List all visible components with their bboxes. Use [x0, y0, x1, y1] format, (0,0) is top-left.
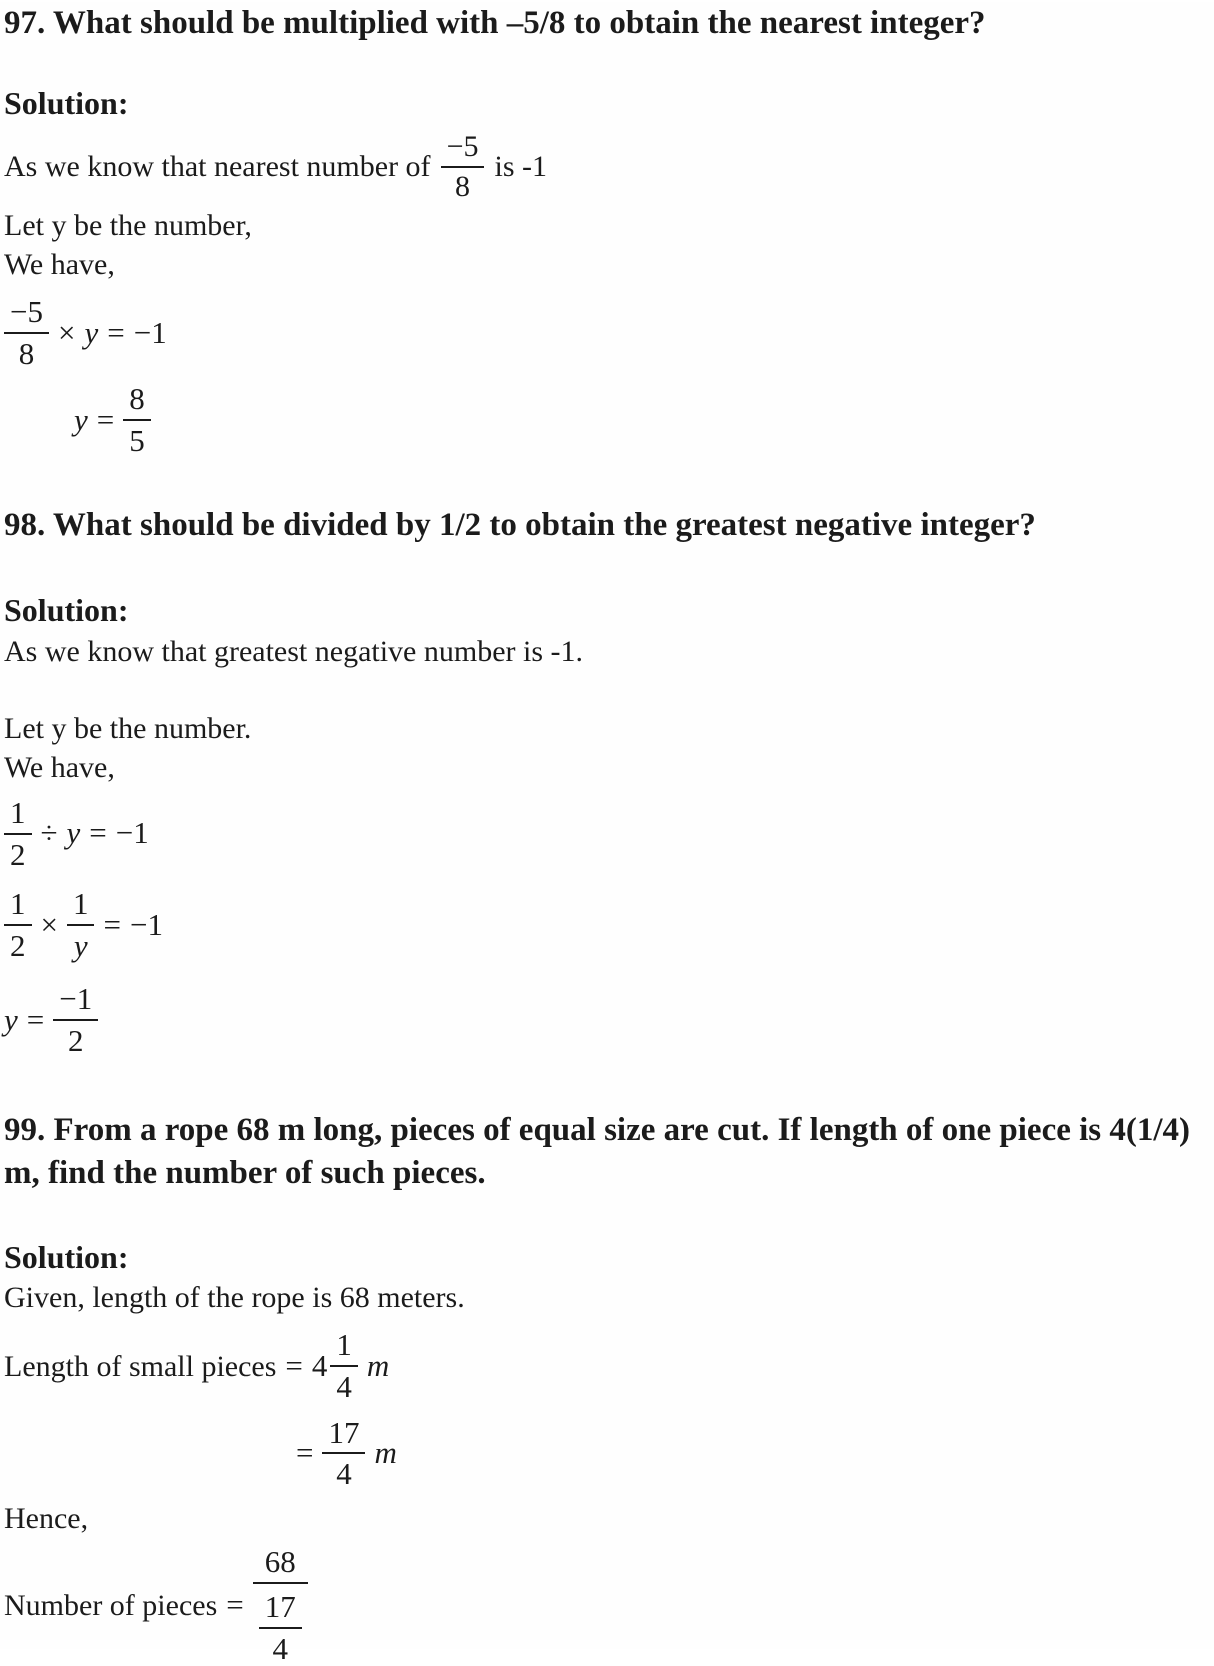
q97-intro-text-pre: As we know that nearest number of — [4, 150, 431, 184]
fraction-numerator: 68 — [253, 1544, 308, 1584]
fraction-denominator: 5 — [129, 422, 145, 458]
equals-sign: = — [285, 1348, 303, 1384]
q99-given-statement: Given, length of the rope is 68 meters. — [4, 1281, 465, 1315]
whole-number: 4 — [311, 1348, 328, 1384]
fraction-denominator-variable-y: y — [73, 927, 88, 963]
fraction-minus5-over-8 — [441, 130, 485, 205]
q98-equation-3 — [4, 981, 1210, 1058]
question-97-solution-label: Solution: — [4, 84, 129, 121]
fraction-1-over-2 — [4, 886, 32, 963]
question-99-solution-label: Solution: — [4, 1238, 129, 1275]
fraction-denominator: 8 — [455, 170, 471, 204]
q97-let-statement: Let y be the number, — [4, 208, 252, 242]
fraction-denominator: 2 — [10, 927, 26, 963]
q98-intro-statement: As we know that greatest negative number is -1. — [4, 635, 584, 669]
equals-sign: = — [103, 906, 121, 942]
fraction-numerator: −5 — [441, 130, 485, 169]
variable-y: y — [74, 401, 88, 437]
compound-fraction-68-over-17-quarters — [253, 1544, 308, 1666]
mixed-number-4-and-1-quarter — [312, 1327, 358, 1404]
unit-m: m — [366, 1348, 390, 1384]
q99-length-label: Length of small pieces — [4, 1349, 277, 1383]
q98-let-statement: Let y be the number. — [4, 711, 252, 745]
fraction-17-over-4 — [259, 1589, 302, 1666]
divide-operator: ÷ — [40, 815, 58, 851]
question-98-heading: 98. What should be divided by 1/2 to obtain the greatest negative integer? — [4, 506, 1036, 543]
q99-pieces-equation — [4, 1544, 1210, 1666]
q99-pieces-label: Number of pieces — [4, 1588, 218, 1622]
rhs-value: −1 — [133, 314, 167, 350]
q97-intro-text-post: is -1 — [494, 150, 547, 184]
q97-equation-1 — [4, 294, 1210, 371]
unit-m: m — [374, 1435, 397, 1471]
question-97-heading: 97. What should be multiplied with –5/8 to obtain the nearest integer? — [4, 5, 986, 41]
fraction-numerator: 1 — [67, 886, 95, 926]
q98-equation-2 — [4, 886, 1210, 963]
fraction-denominator-compound — [253, 1584, 308, 1666]
fraction-1-over-2 — [4, 795, 32, 872]
fraction-numerator: 17 — [322, 1415, 365, 1455]
equals-sign: = — [296, 1435, 314, 1471]
fraction-denominator: 8 — [18, 335, 35, 371]
document-page — [0, 2, 1214, 1666]
question-99-heading: 99. From a rope 68 m long, pieces of equal size are cut. If length of one piece is 4(1/4) m, find the number of such pieces. — [4, 1111, 1191, 1191]
equals-sign: = — [89, 815, 107, 851]
fraction-1-over-y — [67, 886, 95, 963]
q99-hence-statement: Hence, — [4, 1502, 89, 1536]
q98-equation-1 — [4, 795, 1210, 872]
fraction-17-over-4 — [322, 1415, 365, 1492]
fraction-denominator: 2 — [67, 1023, 84, 1059]
q98-we-have-statement: We have, — [4, 750, 115, 784]
question-98-solution-label: Solution: — [4, 591, 129, 628]
fraction-numerator: 1 — [4, 886, 32, 926]
q97-equation-2 — [74, 381, 1210, 458]
fraction-numerator: 1 — [330, 1327, 358, 1367]
fraction-numerator: 17 — [259, 1589, 302, 1629]
fraction-numerator: −1 — [53, 981, 98, 1021]
fraction-denominator: 4 — [336, 1369, 352, 1405]
variable-y: y — [4, 1002, 18, 1038]
q97-intro-statement — [4, 130, 1210, 205]
q99-length-equation — [4, 1327, 1210, 1404]
fraction-denominator: 4 — [336, 1456, 352, 1492]
equals-sign: = — [226, 1587, 244, 1623]
rhs-value: −1 — [115, 815, 149, 851]
fraction-minus5-over-8 — [4, 294, 49, 371]
fraction-denominator: 4 — [272, 1630, 288, 1666]
q97-we-have-statement: We have, — [4, 247, 115, 281]
q99-conversion-equation — [296, 1415, 1210, 1492]
fraction-denominator: 2 — [10, 836, 26, 872]
fraction-numerator: 8 — [123, 381, 151, 421]
fraction-numerator: −5 — [4, 294, 49, 334]
fraction-numerator: 1 — [4, 795, 32, 835]
fraction-minus1-over-2 — [53, 981, 98, 1058]
multiply-operator: × — [40, 906, 58, 942]
variable-y: y — [66, 815, 81, 851]
fraction-1-over-4 — [330, 1327, 358, 1404]
rhs-value: −1 — [129, 906, 163, 942]
multiply-operator: × — [57, 314, 76, 350]
variable-y: y — [84, 314, 99, 350]
equals-sign: = — [26, 1002, 45, 1038]
fraction-8-over-5 — [123, 381, 151, 458]
equals-sign: = — [107, 314, 125, 350]
equals-sign: = — [96, 401, 115, 437]
